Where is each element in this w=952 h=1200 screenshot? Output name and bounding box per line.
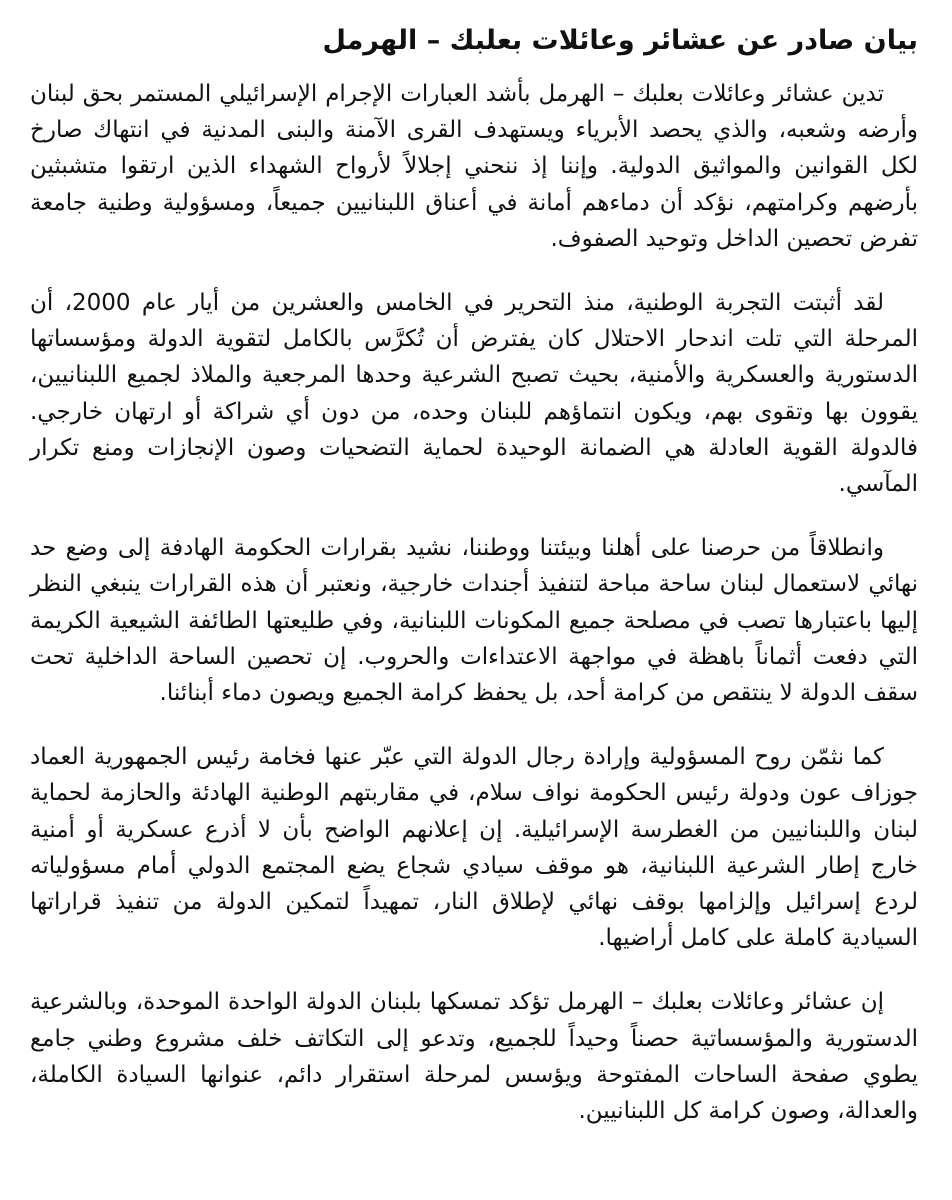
paragraph-government-decisions: وانطلاقاً من حرصنا على أهلنا وبيئتنا ووطننا، نشيد بقرارات الحكومة الهادفة إلى وضع حد نهائي لاستعمال لبنان ساحة مباحة لتنفيذ أجندات خارجية، ونعتبر أن هذه القرارات ينبغي النظر إليها باعتبارها تصب في مصلحة جميع المكونات اللبنانية، وفي طليعتها الطائفة الشيعية الكريمة التي دفعت أثماناً باهظة في مواجهة الاعتداءات والحروب. إن تحصين الساحة الداخلية تحت سقف الدولة لا ينتقص من كرامة أحد، بل يحفظ كرامة الجميع ويصون دماء أبنائنا. [30, 535, 918, 707]
paragraph-closing: إن عشائر وعائلات بعلبك – الهرمل تؤكد تمسكها بلبنان الدولة الواحدة الموحدة، وبالشرعية الدستورية والمؤسساتية حصناً وحيداً للجميع، وتدعو إلى التكاتف خلف مشروع وطني جامع يطوي صفحة الساحات المفتوحة ويؤسس لمرحلة استقرار دائم، عنوانها السيادة الكاملة، والعدالة، وصون كرامة كل اللبنانيين. [30, 989, 918, 1125]
statement-body [30, 76, 918, 1129]
paragraph-leadership-appreciation: كما نثمّن روح المسؤولية وإرادة رجال الدولة التي عبّر عنها فخامة رئيس الجمهورية العماد جوزاف عون ودولة رئيس الحكومة نواف سلام، في مقاربتهم الوطنية الهادئة والحازمة لحماية لبنان واللبنانيين من الغطرسة الإسرائيلية. إن إعلانهم الواضح بأن لا أذرع عسكرية أو أمنية خارج إطار الشرعية اللبنانية، هو موقف سيادي شجاع يضع المجتمع الدولي أمام مسؤولياته لردع إسرائيل وإلزامها بوقف نهائي لإطلاق النار، تمهيداً لتمكين الدولة من تنفيذ قراراتها السيادية كاملة على كامل أراضيها. [30, 744, 918, 952]
paragraph-national-experience: لقد أثبتت التجربة الوطنية، منذ التحرير في الخامس والعشرين من أيار عام 2000، أن المرحلة التي تلت اندحار الاحتلال كان يفترض أن تُكرَّس بالكامل لتقوية الدولة ومؤسساتها الدستورية والعسكرية والأمنية، بحيث تصبح الشرعية وحدها المرجعية والملاذ لجميع اللبنانيين، يقوون بها وتقوى بهم، ويكون انتماؤهم للبنان وحده، من دون أي شراكة أو ارتهان خارجي. فالدولة القوية العادلة هي الضمانة الوحيدة لحماية التضحيات وصون الإنجازات ومنع تكرار المآسي. [30, 290, 918, 498]
statement-title: بيان صادر عن عشائر وعائلات بعلبك – الهرمل [322, 25, 918, 56]
paragraph-condemnation: تدين عشائر وعائلات بعلبك – الهرمل بأشد العبارات الإجرام الإسرائيلي المستمر بحق لبنان وأرضه وشعبه، والذي يحصد الأبرياء ويستهدف القرى الآمنة والبنى المدنية في انتهاك صارخ لكل القوانين والمواثيق الدولية. وإننا إذ ننحني إجلالاً لأرواح الشهداء الذين ارتقوا متشبثين بأرضهم وكرامتهم، نؤكد أن دماءهم أمانة في أعناق اللبنانيين جميعاً، ومسؤولية وطنية جامعة تفرض تحصين الداخل وتوحيد الصفوف. [30, 81, 918, 252]
